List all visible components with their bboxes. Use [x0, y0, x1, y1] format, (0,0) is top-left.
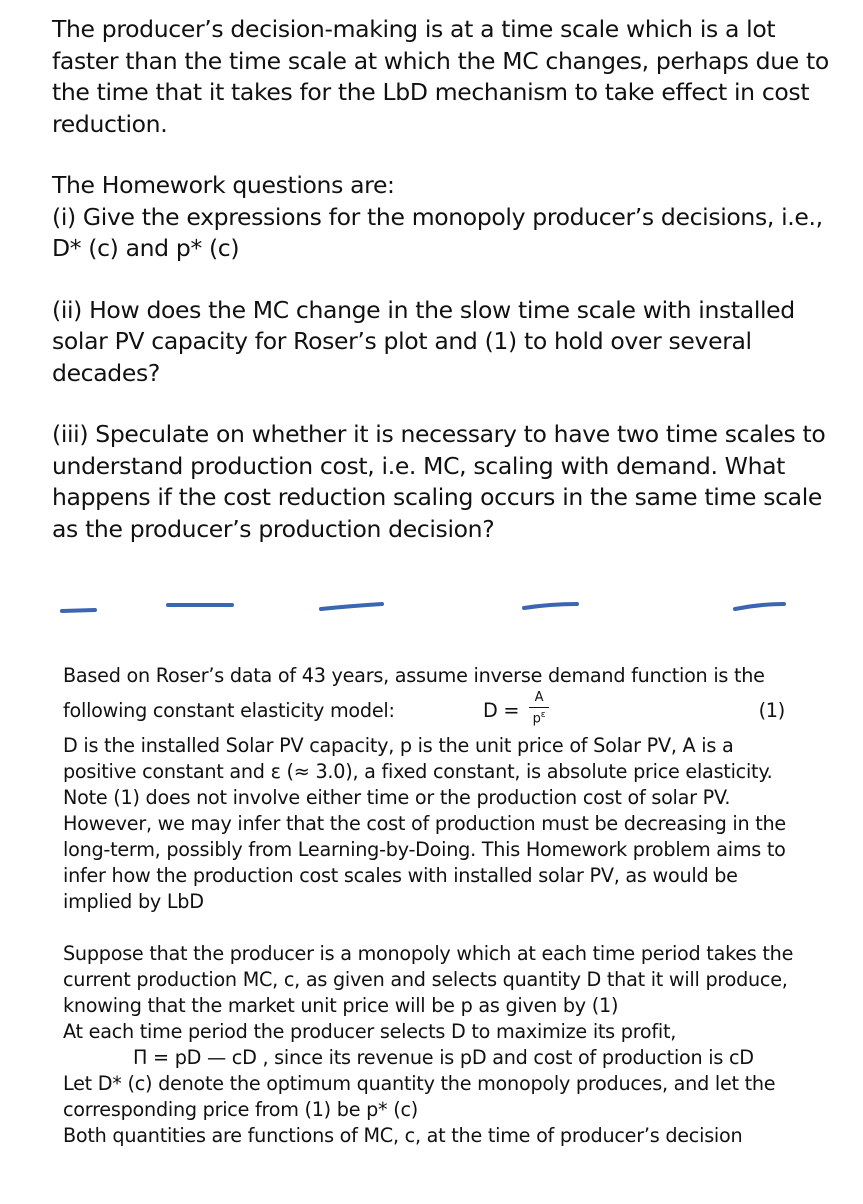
question-1: (i) Give the expressions for the monopoly producer’s decisions, i.e., D* (c) and p* (c) [52, 202, 823, 262]
equation-fraction [527, 689, 551, 726]
equation-label: (1) [758, 699, 785, 722]
fraction-denominator [527, 708, 551, 726]
profit-equation-line: Π = pD — cD , since its revenue is pD and cost of production is cD [133, 1046, 754, 1069]
demand-equation-line [63, 689, 808, 733]
problem-statement-section [63, 663, 808, 1149]
dash-4 [524, 604, 577, 608]
equation-lhs: D = [483, 699, 520, 722]
variables-paragraph: D is the installed Solar PV capacity, p is the unit price of Solar PV, A is a positive constant and ε (≈ 3.0), a fixed constant, is absolute price elasticity. Note (1) does not involve either time or the production cost of solar PV. However, we may infer that the cost of production must be decreasing in the long-term, possibly from Learning-by-Doing. This Homework problem aims to infer how the production cost scales with installed solar PV, as would be implied by LbD [63, 734, 786, 913]
monopoly-assumption: Suppose that the producer is a monopoly which at each time period takes the current production MC, c, as given and selects quantity D that it will produce, knowing that the market unit price will be p as given by (1) [63, 942, 794, 1017]
question-2: (ii) How does the MC change in the slow time scale with installed solar PV capacity for Roser’s plot and (1) to hold over several decades? [52, 295, 795, 387]
dash-5 [735, 604, 784, 609]
divider-strokes [62, 604, 784, 611]
fraction-numerator: A [534, 690, 544, 705]
question-3: (iii) Speculate on whether it is necessary to have two time scales to understand production cost, i.e. MC, scaling with demand. What happens if the cost reduction scaling occurs in the same time scale as the producer’s production decision? [52, 420, 826, 543]
denominator-exponent: ε [540, 710, 546, 720]
denominator-base: p [532, 711, 541, 727]
homework-questions-section [52, 14, 842, 545]
dash-1 [62, 610, 95, 611]
dash-3 [321, 604, 382, 609]
model-lead-text: following constant elasticity model: [63, 699, 395, 722]
optimum-definition: Let D* (c) denote the optimum quantity the monopoly produces, and let the corresponding price from (1) be p* (c) [63, 1072, 776, 1121]
handwritten-divider [0, 590, 863, 630]
functions-of-mc-line: Both quantities are functions of MC, c, at the time of producer’s decision [63, 1124, 743, 1147]
time-scale-paragraph: The producer’s decision-making is at a time scale which is a lot faster than the time scale at which the MC changes, perhaps due to the time that it takes for the LbD mechanism to take effect in cost reduction. [52, 15, 829, 138]
demand-intro-line: Based on Roser’s data of 43 years, assume inverse demand function is the [63, 664, 765, 687]
homework-intro: The Homework questions are: [52, 171, 395, 199]
profit-maximization-line: At each time period the producer selects D to maximize its profit, [63, 1020, 677, 1043]
